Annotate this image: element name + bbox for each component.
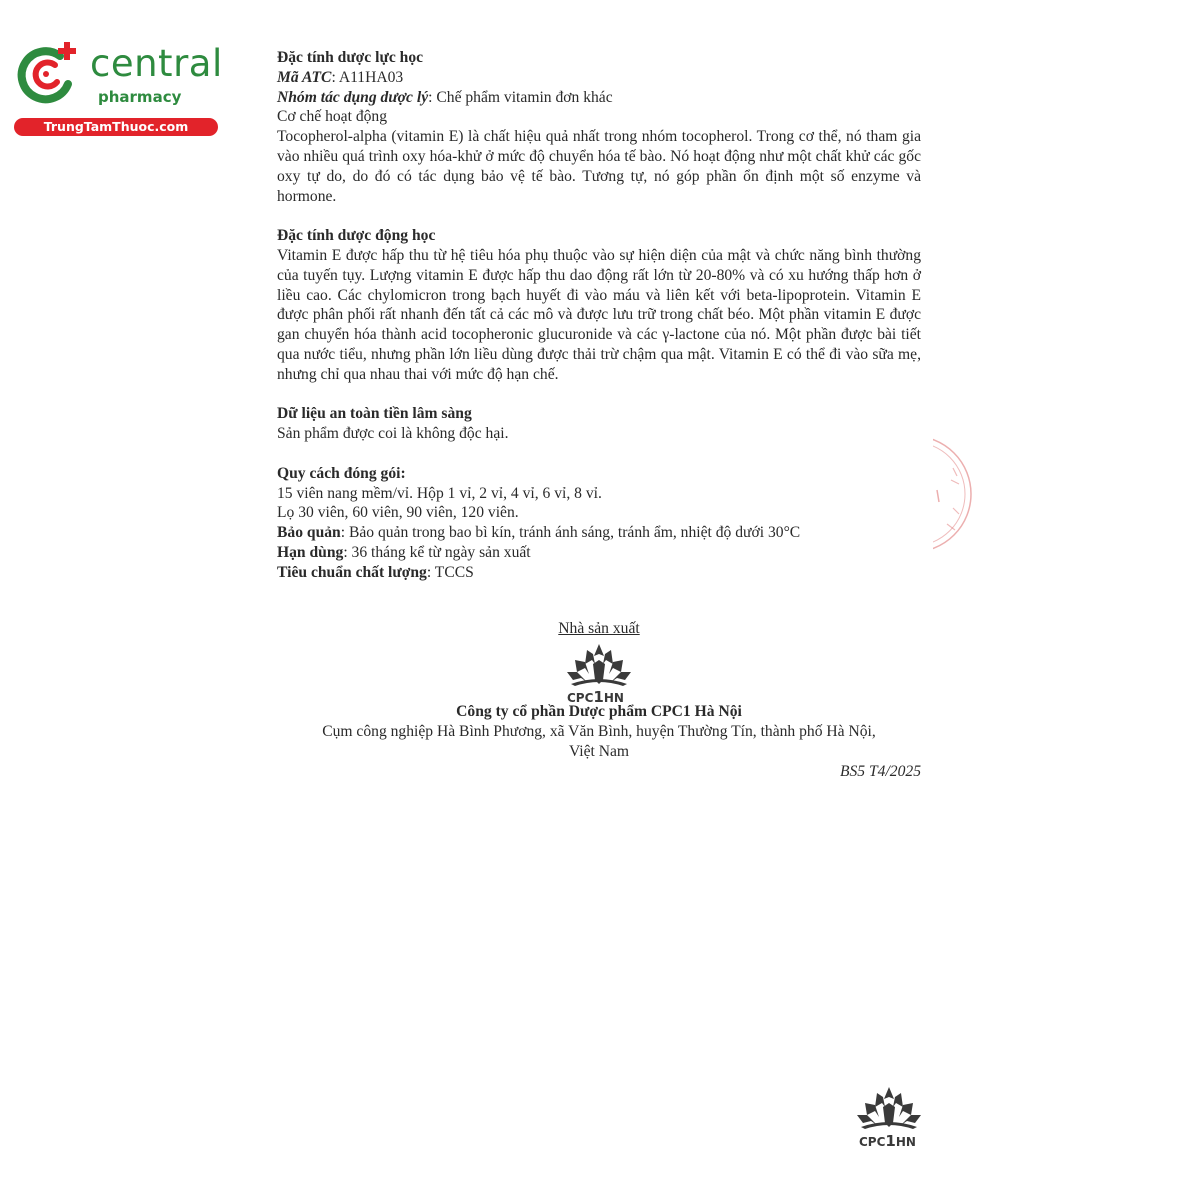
pharmacokinetics-heading: Đặc tính dược động học — [277, 227, 436, 245]
version-code: BS5 T4/2025 — [839, 763, 921, 780]
cpc1hn-footer-logo-icon — [855, 1085, 923, 1149]
address-line-1: Cụm công nghiệp Hà Bình Phương, xã Văn Bình, huyện Thường Tín, thành phố Hà Nội, — [322, 723, 876, 740]
brand-subtitle: pharmacy — [98, 88, 182, 106]
standard-line — [277, 563, 921, 583]
standard-value: : TCCS — [426, 563, 474, 581]
cpc-logo-text: CPC1HN — [567, 688, 624, 704]
central-pharmacy-logo-icon — [10, 38, 82, 110]
packaging-line-2: Lọ 30 viên, 60 viên, 90 viên, 120 viên. — [277, 504, 519, 522]
group-line — [277, 88, 921, 108]
brand-watermark — [10, 38, 223, 138]
preclinical-heading: Dữ liệu an toàn tiền lâm sàng — [277, 405, 472, 423]
packaging-heading: Quy cách đóng gói: — [277, 464, 406, 482]
expiry-line — [277, 543, 921, 563]
group-label: Nhóm tác dụng dược lý — [277, 88, 429, 106]
mechanism-text: Tocopherol-alpha (vitamin E) là chất hiệu quả nhất trong nhóm tocopherol. Trong cơ thể, nó tham gia vào nhiều quá trình oxy hóa-khử ở mức độ chuyển hóa tế bào. Nó hoạt động như một chất khử các gốc oxy tự do, do đó có tác dụng bảo vệ tế bào. Tương tự, nó góp phần ổn định một số enzyme và hormone. — [277, 128, 921, 205]
group-value: : Chế phẩm vitamin đơn khác — [428, 88, 613, 106]
cpc1hn-logo-icon — [565, 642, 633, 704]
expiry-label: Hạn dùng — [277, 543, 344, 561]
mechanism-title: Cơ chế hoạt động — [277, 108, 388, 126]
stamp-seal-icon — [933, 428, 973, 560]
standard-label: Tiêu chuẩn chất lượng — [277, 563, 427, 581]
brand-name: central — [90, 42, 223, 85]
manufacturer-label: Nhà sản xuất — [558, 620, 640, 637]
expiry-value: : 36 tháng kể từ ngày sản xuất — [343, 543, 531, 561]
pharmacodynamics-heading: Đặc tính dược lực học — [277, 49, 424, 66]
address-line-2: Việt Nam — [568, 743, 630, 760]
atc-value: : A11HA03 — [331, 68, 404, 86]
storage-label: Bảo quản — [277, 524, 341, 542]
atc-label: Mã ATC — [277, 68, 332, 86]
preclinical-text: Sản phẩm được coi là không độc hại. — [277, 425, 509, 443]
storage-line — [277, 523, 921, 543]
leaflet-text — [277, 48, 921, 583]
storage-value: : Bảo quản trong bao bì kín, tránh ánh sáng, tránh ẩm, nhiệt độ dưới 30°C — [340, 524, 801, 542]
cpc-footer-logo-text: CPC1HN — [859, 1132, 916, 1149]
packaging-line-1: 15 viên nang mềm/vỉ. Hộp 1 vỉ, 2 vỉ, 4 vỉ, 6 vỉ, 8 vỉ. — [277, 484, 602, 502]
atc-line — [277, 68, 921, 88]
company-name: Công ty cổ phần Dược phẩm CPC1 Hà Nội — [456, 703, 742, 720]
pharmacokinetics-text: Vitamin E được hấp thu từ hệ tiêu hóa phụ thuộc vào sự hiện diện của mật và chức năng bình thường của tuyến tụy. Lượng vitamin E được hấp thu dao động rất lớn từ 20-80% và có xu hướng thấp hơn ở liều cao. Các chylomicron trong bạch huyết đi vào máu và liên kết với beta-lipoprotein. Vitamin E được phân phối rất nhanh đến tất cả các mô và được lưu trữ trong chất béo. Một phần vitamin E được gan chuyển hóa thành acid tocopheronic glucuronide và các γ-lactone của nó. Một phần được bài tiết qua nước tiểu, nhưng phần lớn liều dùng được thải trừ chậm qua mật. Vitamin E có thể đi vào sữa mẹ, nhưng chỉ qua nhau thai với mức độ hạn chế. — [277, 246, 921, 383]
brand-url-badge: TrungTamThuoc.com — [14, 118, 218, 136]
